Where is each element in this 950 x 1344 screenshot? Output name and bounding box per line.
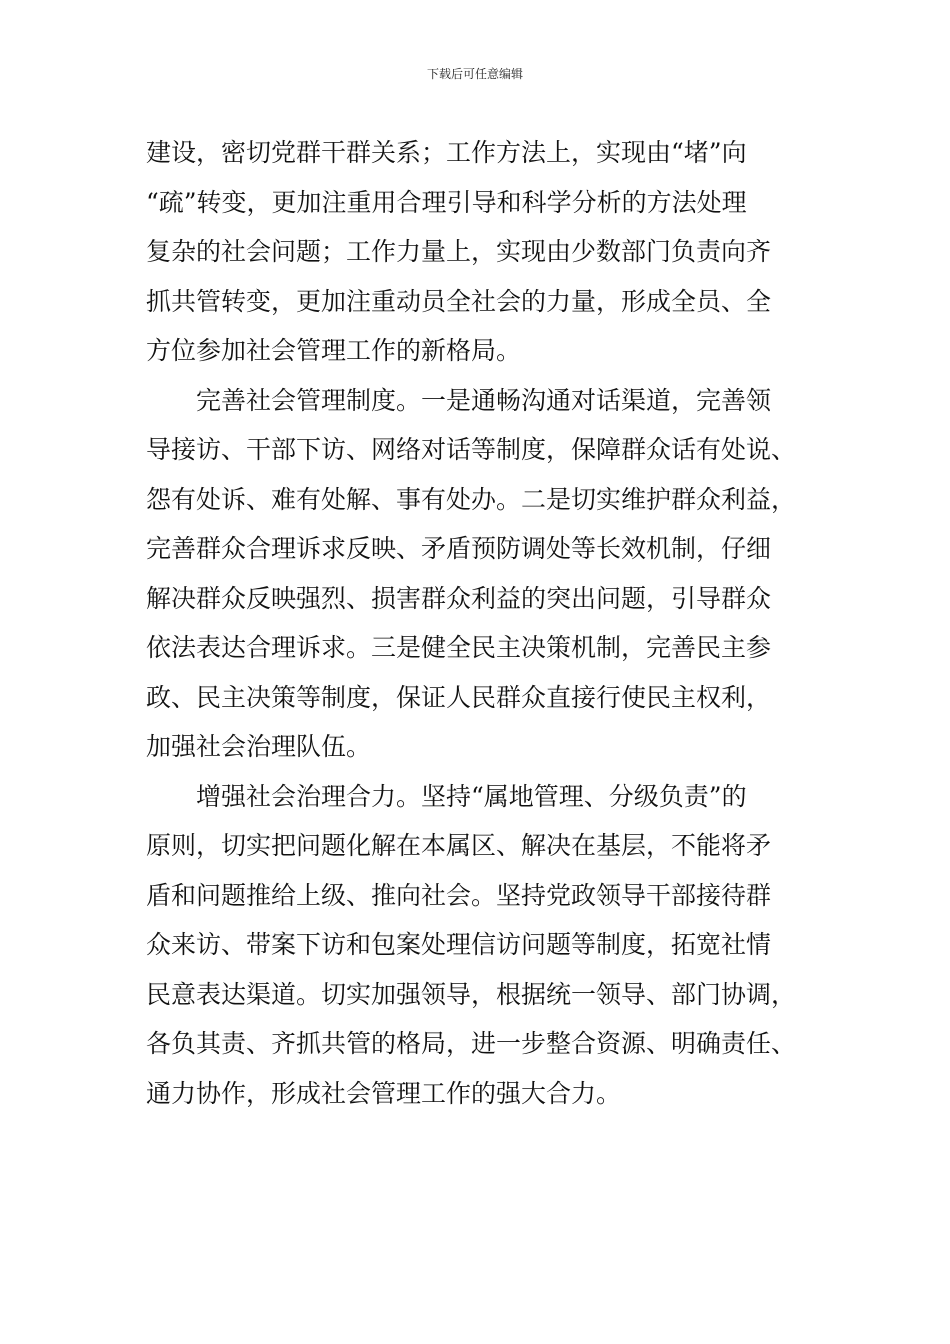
text-line: 加强社会治理队伍。 — [146, 732, 372, 761]
text-line: 众来访、带案下访和包案处理信访问题等制度，拓宽社情 — [146, 930, 772, 959]
paragraph — [146, 128, 806, 376]
text-line: 导接访、干部下访、网络对话等制度，保障群众话有处说、 — [146, 435, 797, 464]
text-line: 复杂的社会问题；工作力量上，实现由少数部门负责向齐 — [146, 237, 772, 266]
text-line: 增强社会治理合力。坚持“属地管理、分级负责”的 — [196, 781, 747, 811]
text-line: 依法表达合理诉求。三是健全民主决策机制，完善民主参 — [146, 633, 772, 662]
text-line: 怨有处诉、难有处解、事有处办。二是切实维护群众利益， — [146, 484, 797, 514]
text-line: 原则，切实把问题化解在本属区、解决在基层，不能将矛 — [146, 831, 772, 860]
body-text — [146, 128, 806, 1118]
text-line: 方位参加社会管理工作的新格局。 — [146, 336, 522, 365]
text-line: 建设，密切党群干群关系；工作方法上，实现由“堵”向 — [146, 138, 747, 167]
text-line: 完善群众合理诉求反映、矛盾预防调处等长效机制，仔细 — [146, 534, 772, 563]
page-header: 下载后可任意编辑 — [426, 67, 523, 81]
text-line: 民意表达渠道。切实加强领导，根据统一领导、部门协调， — [146, 979, 797, 1009]
paragraph — [146, 772, 806, 1119]
text-line: 解决群众反映强烈、损害群众利益的突出问题，引导群众 — [146, 583, 772, 613]
paragraph — [146, 376, 806, 772]
text-line: 政、民主决策等制度，保证人民群众直接行使民主权利， — [146, 682, 772, 712]
text-line: “疏”转变，更加注重用合理引导和科学分析的方法处理 — [146, 187, 747, 217]
text-line: 各负其责、齐抓共管的格局，进一步整合资源、明确责任、 — [146, 1029, 797, 1058]
text-line: 完善社会管理制度。一是通畅沟通对话渠道，完善领 — [196, 385, 772, 415]
text-line: 抓共管转变，更加注重动员全社会的力量，形成全员、全 — [146, 286, 772, 316]
text-line: 通力协作，形成社会管理工作的强大合力。 — [146, 1078, 622, 1108]
text-line: 盾和问题推给上级、推向社会。坚持党政领导干部接待群 — [146, 880, 772, 910]
